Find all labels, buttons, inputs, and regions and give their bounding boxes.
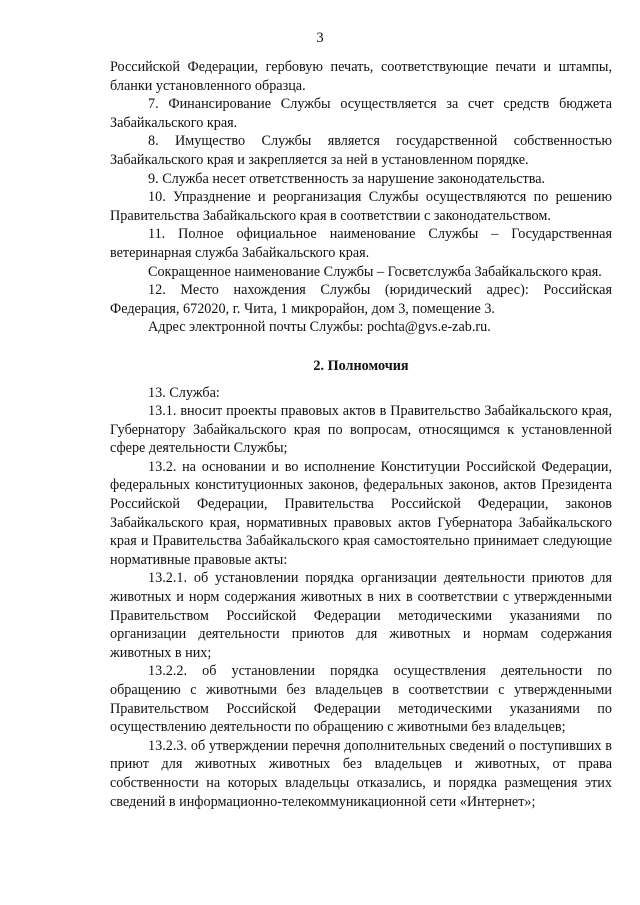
paragraph-13-1: 13.1. вносит проекты правовых актов в Правительство Забайкальского края, Губернатору Забайкальского края по вопросам, относящимся к установленной сфере деятельности Службы; xyxy=(110,403,612,457)
section-heading: 2. Полномочия xyxy=(313,357,409,374)
paragraph-10-reorganization: 10. Упразднение и реорганизация Службы осуществляются по решению Правительства Забайкальского края в соответствии с законодательством. xyxy=(110,189,612,224)
paragraph-13-service: 13. Служба: xyxy=(148,384,220,401)
paragraph-13-2-2: 13.2.2. об установлении порядка осуществления деятельности по обращению с животными без владельцев в соответствии с утвержденными Правительством Российской Федерации методическими указаниями по осуществлению деятельности по обращению с животными без владельцев; xyxy=(110,663,612,736)
paragraph-12-address: 12. Место нахождения Службы (юридический адрес): Российская Федерация, 672020, г. Чита, 1 микрорайон, дом 3, помещение 3. xyxy=(110,282,612,317)
document-body xyxy=(110,58,612,811)
paragraph-8-property: 8. Имущество Службы является государственной собственностью Забайкальского края и закрепляется за ней в установленном порядке. xyxy=(110,133,612,168)
paragraph-13-2-1: 13.2.1. об установлении порядка организации деятельности приютов для животных и норм содержания животных в них в соответствии с утвержденными Правительством Российской Федерации методическими указаниями по организации деятельности приютов для животных и нормам содержания животных в них; xyxy=(110,570,612,661)
paragraph-13-2: 13.2. на основании и во исполнение Конституции Российской Федерации, федеральных конституционных законов, федеральных законов, актов Президента Российской Федерации, Правительства Российской Федерации, законов Забайкальского края, нормативных правовых актов Губернатора Забайкальского края и Правительства Забайкальского края самостоятельно принимает следующие нормативные правовые акты: xyxy=(110,458,612,568)
paragraph-7-financing: 7. Финансирование Службы осуществляется за счет средств бюджета Забайкальского края. xyxy=(110,96,612,131)
page-number: 3 xyxy=(316,30,324,46)
paragraph-email: Адрес электронной почты Службы: pochta@gvs.e-zab.ru. xyxy=(148,319,491,336)
paragraph-short-name: Сокращенное наименование Службы – Госветслужба Забайкальского края. xyxy=(148,263,602,280)
paragraph-11-full-name: 11. Полное официальное наименование Службы – Государственная ветеринарная служба Забайкальского края. xyxy=(110,226,612,261)
paragraph-continuation: Российской Федерации, гербовую печать, соответствующие печати и штампы, бланки установленного образца. xyxy=(110,59,612,94)
paragraph-13-2-3: 13.2.3. об утверждении перечня дополнительных сведений о поступивших в приют для животных животных без владельцев и животных, от права собственности на которых владельцы отказались, и порядка размещения этих сведений в информационно-телекоммуникационной сети «Интернет»; xyxy=(110,737,612,810)
paragraph-9-responsibility: 9. Служба несет ответственность за нарушение законодательства. xyxy=(148,170,546,187)
